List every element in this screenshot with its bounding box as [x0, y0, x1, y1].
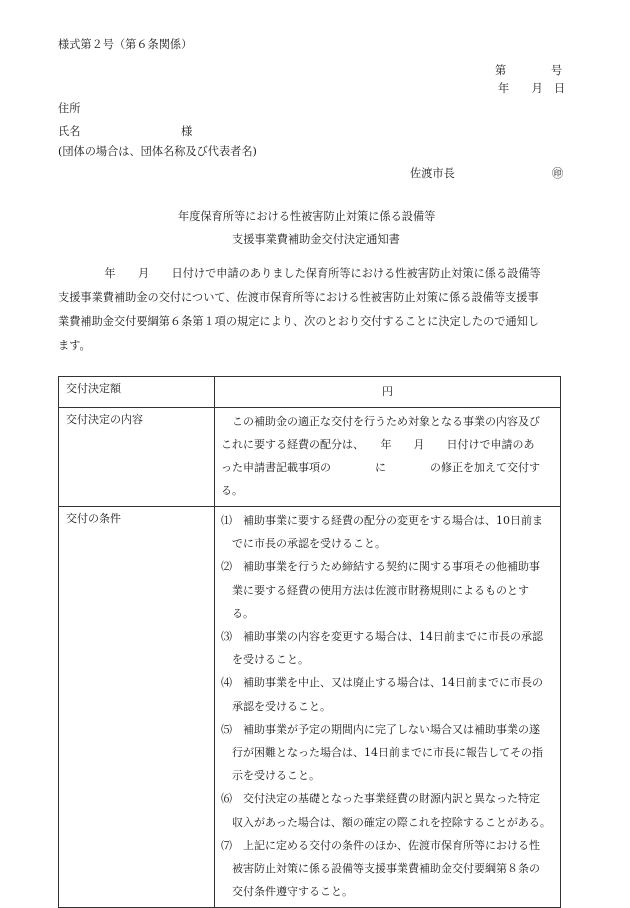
- issue-date: 年 月 日: [498, 82, 566, 95]
- intro-paragraph: [58, 262, 570, 358]
- content-row: [59, 408, 561, 507]
- title-line-2: 支援事業費補助金交付決定通知書: [232, 233, 400, 246]
- seal-mark: ㊞: [552, 167, 564, 180]
- condition-line: 被害防止対策に係る設備等支援事業費補助金交付要綱第８条の: [221, 862, 540, 876]
- condition-line: ⑵ 補助事業を行うため締結する契約に関する事項その他補助事: [221, 560, 540, 574]
- condition-line: でに市長の承認を受けること。: [221, 537, 386, 551]
- intro-line: ます。: [58, 339, 91, 352]
- issuer-name: 佐渡市長: [410, 167, 455, 180]
- amount-row: [59, 377, 561, 408]
- condition-line: 示を受けること。: [221, 769, 320, 783]
- group-note: (団体の場合は、団体名称及び代表者名): [58, 145, 257, 158]
- form-number: 様式第２号（第６条関係）: [58, 38, 193, 51]
- condition-line: 業に要する経費の使用方法は佐渡市財務規則によるものとす: [221, 583, 529, 597]
- grant-details-table: [58, 376, 561, 908]
- recipient-name-label: 氏名 様: [58, 125, 193, 138]
- conditions-label: 交付の条件: [59, 507, 215, 908]
- content-text: [215, 408, 561, 507]
- amount-unit: 円: [215, 377, 561, 408]
- condition-line: ⑶ 補助事業の内容を変更する場合は、14日前までに市長の承認: [221, 630, 543, 644]
- intro-line: 年 月 日付けで申請のありました保育所等における性被害防止対策に係る設備等: [82, 267, 541, 280]
- content-label: 交付決定の内容: [59, 408, 215, 507]
- intro-line: 支援事業費補助金の交付について、佐渡市保育所等における性被害防止対策に係る設備等支援事: [58, 291, 539, 304]
- condition-line: ⑹ 交付決定の基礎となった事業経費の財源内訳と異なった特定: [221, 792, 540, 806]
- content-line: この補助金の適正な交付を行うため対象となる事業の内容及び: [221, 415, 540, 428]
- condition-line: る。: [221, 606, 254, 620]
- condition-line: を受けること。: [221, 653, 309, 667]
- content-line: った申請書記載事項の に の修正を加えて交付す: [221, 461, 540, 474]
- condition-line: ⑺ 上記に定める交付の条件のほか、佐渡市保育所等における性: [221, 838, 540, 852]
- condition-line: ⑴ 補助事業に要する経費の配分の変更をする場合は、10日前ま: [221, 514, 543, 527]
- content-line: これに要する経費の配分は、 年 月 日付けで申請のあ: [221, 438, 535, 451]
- condition-line: ⑷ 補助事業を中止、又は廃止する場合は、14日前までに市長の: [221, 676, 543, 690]
- condition-line: 行が困難となった場合は、14日前までに市長に報告してその指: [221, 746, 543, 760]
- title-line-1: 年度保育所等における性被害防止対策に係る設備等: [178, 210, 436, 223]
- conditions-row: [59, 507, 561, 908]
- amount-label: 交付決定額: [59, 377, 215, 408]
- condition-line: 収入があった場合は、額の確定の際これを控除することがある。: [221, 815, 551, 829]
- conditions-text: [215, 507, 561, 908]
- intro-line: 業費補助金交付要綱第６条第１項の規定により、次のとおり交付することに決定したので通知し: [58, 315, 540, 328]
- content-line: る。: [221, 484, 243, 497]
- document-number: 第 号: [495, 64, 563, 77]
- condition-line: 交付条件遵守すること。: [221, 885, 353, 899]
- condition-line: 承認を受けること。: [221, 699, 331, 713]
- condition-line: ⑸ 補助事業が予定の期間内に完了しない場合又は補助事業の遂: [221, 722, 540, 736]
- address-label: 住所: [58, 102, 81, 115]
